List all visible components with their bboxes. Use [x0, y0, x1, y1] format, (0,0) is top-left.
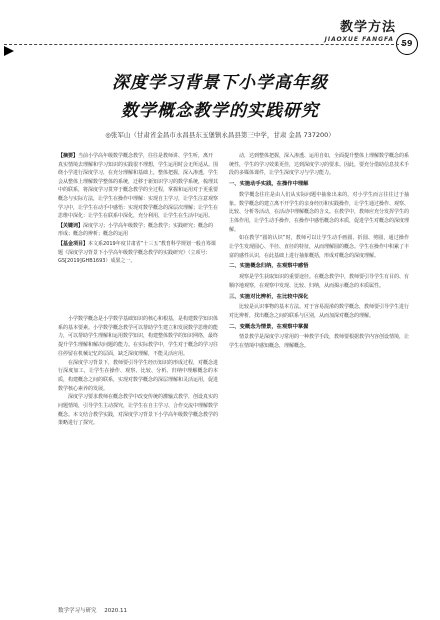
right-column-body	[229, 152, 409, 351]
keywords-text: 深度学习；小学高年级数学；概念教学；实践研究；概念的形成；概念的辨析；概念的运用	[58, 222, 214, 238]
issue-number: 2020.11	[104, 608, 128, 614]
body-paragraph: 数学概念往往是由人们从实际问题中抽象出来的，对小学生而言往往过于抽象。数学概念的建立离不开学生的亲身经历和实践操作，让学生通过操作、观察、比较、分析等活动，在活动中理解概念的含义。在教学中，教师应充分发挥学生的主体作用，让学生动手操作，在操作中感悟概念的本质，促进学生对概念的深度理解。	[229, 191, 410, 233]
body-paragraph: 如在教学“圆的认识”时，教师可以让学生动手画圆、折圆、剪圆，通过操作让学生发现圆心、半径、直径的特征，从而理解圆的概念。学生在操作中积累了丰富的感性认识，在此基础上进行抽象概括，形成对概念的深度理解。	[229, 235, 410, 259]
page-header	[0, 0, 440, 48]
fund-text: 本文系2019年度甘肃省“十三五”教育科学规划一般自筹课题《深度学习背景下小学高年级数学概念教学的实践研究》（立项号：GS[2019]GHB1693）成果之一。	[58, 240, 216, 265]
left-column-body	[58, 315, 218, 428]
abstract-block	[58, 152, 218, 267]
page-number: 59	[396, 33, 418, 55]
body-paragraph: 情景教学是深度学习常用的一种教学手段，教师要根据教学内容创设情境，让学生在情境中感知概念，理解概念。	[229, 334, 410, 350]
body-paragraph: 比较是认识事物的基本方法。对于容易混淆的数学概念，教师要引导学生进行对比辨析，找出概念之间的联系与区别，从而加深对概念的理解。	[229, 304, 410, 319]
journal-name: 数学学习与研究	[58, 608, 97, 614]
page-footer	[58, 606, 133, 614]
keywords-label: 【关键词】	[58, 222, 84, 229]
fund-label: 【基金项目】	[58, 240, 89, 247]
section-heading-3: 三、实施对比辨析，在比较中深化	[229, 293, 309, 300]
body-paragraph: 在深度学习背景下，教师要引导学生经历知识的形成过程，对概念进行深度加工，让学生在操作、观察、比较、分析、归纳中理解概念的本质，构建概念之间的联系，实现对数学概念的深层理解和灵活运用，促进数学核心素养的发展。	[58, 359, 219, 392]
section-title-pinyin: JIAOXUE FANGFA	[324, 36, 394, 43]
section-heading-4: 二、变概念为情景，在观察中掌握	[229, 323, 309, 330]
header-divider	[4, 44, 404, 45]
body-paragraph: 动，达到整体把握，深入渗透、运用自如，全面提升整体上理解数学概念的系统性，学生的学习效果更佳，达到深度学习的要求。因此，要充分借助信息技术手段的多媒体课件，让学生深度学习与学习能力。	[229, 153, 410, 177]
body-paragraph: 小学数学概念是小学数学基础知识的核心和根基，是构建数学知识体系的基本要素。小学数学概念教学可以帮助学生建立和发展数学思维的能力，可以帮助学生理解和运用数学知识，构建整体数学的知识网络，最终提升学生理解和解决问题的能力。在实际教学中，学生对于概念的学习往往停留在机械记忆的层面，缺乏深度理解，不能灵活应用。	[58, 316, 219, 357]
triangle-marker-icon	[4, 46, 14, 56]
body-paragraph: 深度学习要求教师在概念教学中改变传统的灌输式教学，创设真实的问题情境，引导学生主动探究，让学生在自主学习、合作交流中理解数学概念。本文结合教学实践，对深度学习背景下小学高年级数学概念教学的策略进行了探究。	[58, 394, 219, 427]
section-heading-1: 一、实施动手实践，在操作中理解	[229, 181, 309, 188]
section-heading-2: 二、实施概念归纳，在观察中感悟	[229, 263, 309, 270]
abstract-label: 【摘要】	[58, 153, 79, 159]
author-line: ◎张军山（甘肃省金昌市永昌县东玉堡镇永昌县第三中学，甘肃 金昌 737200）	[105, 131, 335, 139]
abstract-text: 当前小学高年级数学概念教学，往往是教师讲、学生听，离开真实情境去理解和学习知识的实践很不理想，学生运用时会无所适从。围绕小学进行深度学习，在充分理解和基础上，整体把握，深入渗透，学生会从整体上理解数学整体的系统，迁移于新知识学习的数学系统，梳理其中的联系，将深度学习贯穿于概念教学的全过程，掌握和运用对于更重要概念与实际方法，让学生在操作中理解：实现自主学习，让学生注意观察学习中，让学生在动手中感悟：实现对数学概念的深层次理解；让学生在思维中深化：让学生在联系中深化，充分利用，让学生在生活中运用。	[58, 153, 219, 220]
section-title: 教学方法	[339, 20, 396, 35]
article-title-line-1: 深度学习背景下小学高年级	[112, 73, 328, 93]
body-paragraph: 观察是学生获取知识的重要途径。在概念教学中，教师要引导学生有目的、有顺序地观察，在观察中发现、比较、归纳，从而揭示概念的本质属性。	[229, 274, 410, 289]
article-title-line-2: 数学概念教学的实践研究	[121, 101, 319, 121]
